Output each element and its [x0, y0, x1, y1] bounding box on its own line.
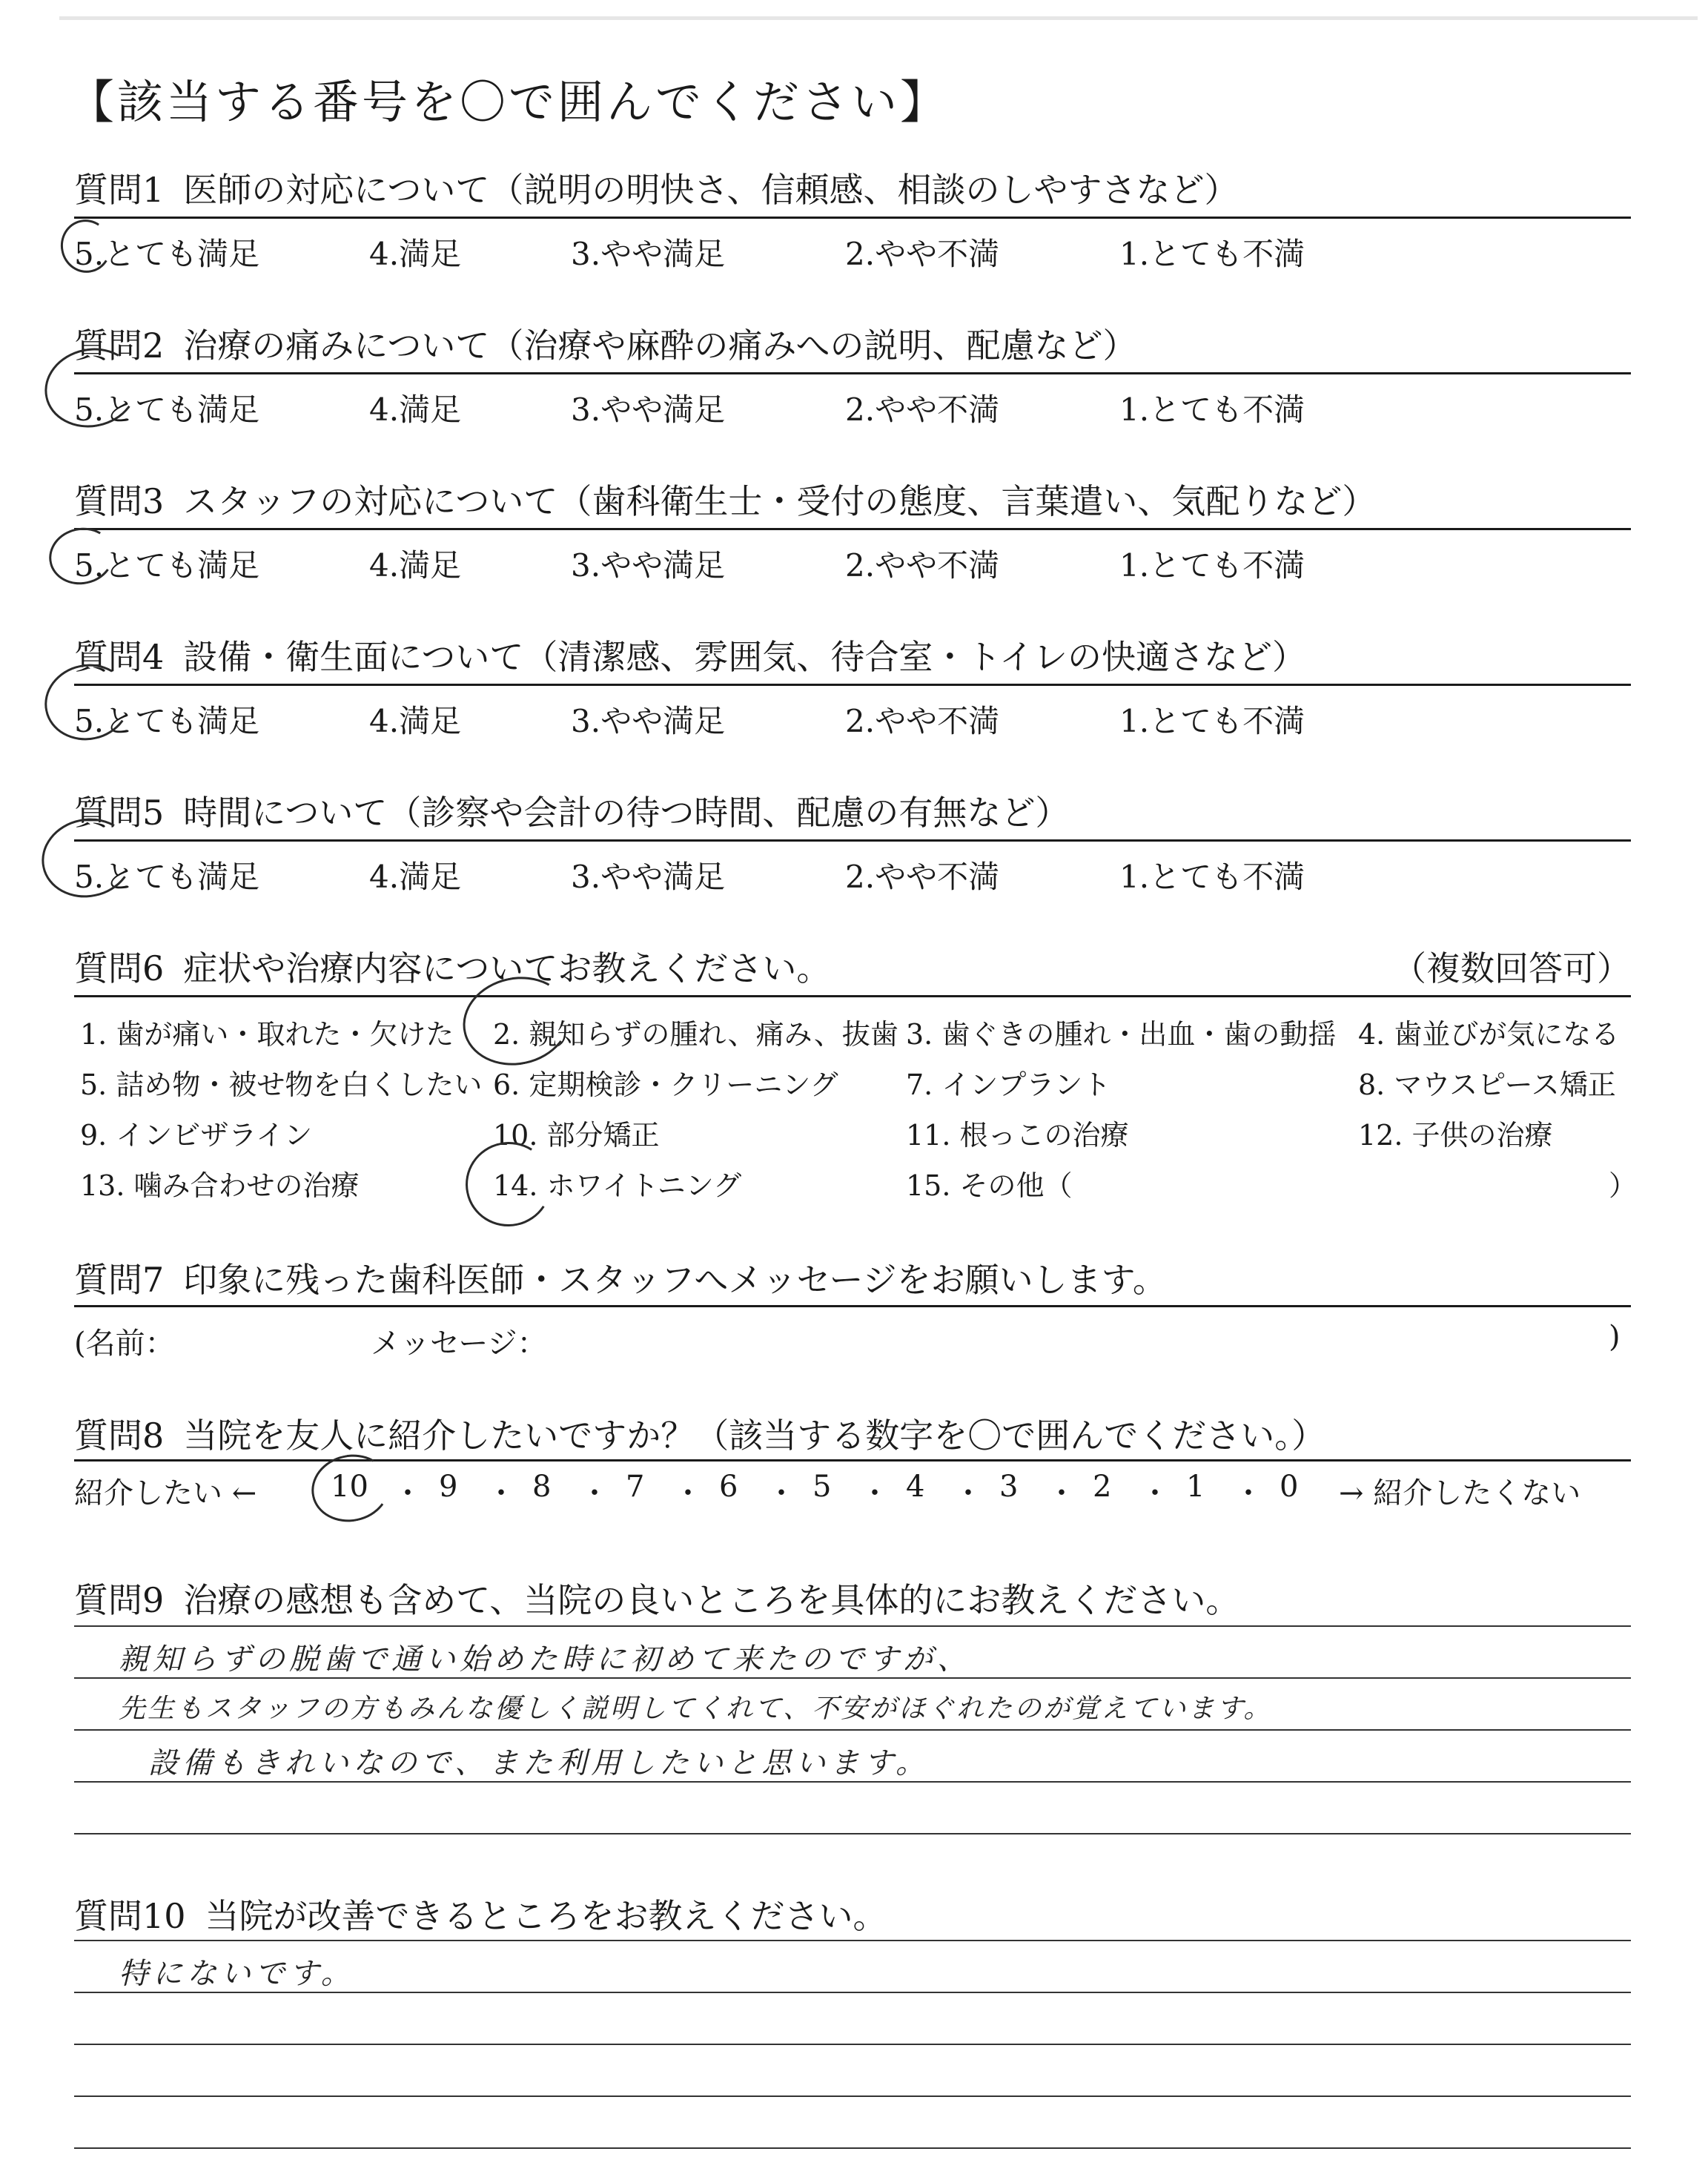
treatment-option-4[interactable]: 4. 歯並びが気になる [1358, 1018, 1620, 1051]
question-number: 質問9 [74, 1580, 165, 1620]
scale-right-label: → 紹介したくない [1339, 1476, 1581, 1510]
recommend-scale [74, 1470, 1631, 1514]
rating-5[interactable]: 5.とても満足 [74, 392, 260, 428]
scale-3[interactable]: 3 [999, 1470, 1019, 1504]
instruction-header: 【該当する番号を〇で囲んでください】 [68, 75, 950, 129]
rating-4[interactable]: 4.満足 [369, 703, 462, 739]
question-text: 時間について（診察や会計の待つ時間、配慮の有無など） [183, 793, 1070, 833]
rating-5[interactable]: 5.とても満足 [74, 859, 260, 895]
rating-5[interactable]: 5.とても満足 [74, 236, 260, 272]
scale-0[interactable]: 0 [1280, 1470, 1299, 1504]
question-6 [74, 942, 1631, 991]
question-text: 当院が改善できるところをお教えください。 [205, 1896, 887, 1936]
scale-dot: ・ [580, 1476, 609, 1510]
question-text: 治療の痛みについて（治療や麻酔の痛みへの説明、配慮など） [183, 326, 1137, 366]
rating-1[interactable]: 1.とても不満 [1119, 859, 1305, 895]
treatment-option-11[interactable]: 11. 根っこの治療 [906, 1119, 1129, 1152]
rating-1[interactable]: 1.とても不満 [1119, 392, 1305, 428]
question-1 [74, 163, 1631, 212]
question-number: 質問2 [74, 326, 165, 366]
question-number: 質問10 [74, 1896, 186, 1936]
rating-1[interactable]: 1.とても不満 [1119, 236, 1305, 272]
treatment-option-13[interactable]: 13. 噛み合わせの治療 [80, 1169, 360, 1202]
rating-1[interactable]: 1.とても不満 [1119, 547, 1305, 584]
scale-dot: ・ [673, 1476, 703, 1510]
scale-dot: ・ [1140, 1476, 1170, 1510]
rating-3[interactable]: 3.やや満足 [571, 236, 726, 272]
question-number: 質問5 [74, 793, 165, 833]
question-10 [74, 1889, 1631, 1938]
divider [74, 684, 1631, 686]
treatment-options [74, 1011, 1638, 1219]
scale-dot: ・ [767, 1476, 796, 1510]
divider [74, 372, 1631, 374]
scale-10[interactable]: 10 [331, 1470, 368, 1504]
divider [74, 995, 1631, 997]
rating-2[interactable]: 2.やや不満 [845, 236, 1000, 272]
handwritten-answer-line-2: 先生もスタッフの方もみんな優しく説明してくれて、不安がほぐれたのが覚えています。 [119, 1694, 1273, 1724]
rating-2[interactable]: 2.やや不満 [845, 392, 1000, 428]
divider [74, 1305, 1631, 1307]
divider [74, 1459, 1631, 1462]
other-close-paren: ） [1609, 1169, 1638, 1202]
handwritten-answer-line-1: 親知らずの脱歯で通い始めた時に初めて来たのですが、 [119, 1642, 971, 1677]
question-9 [74, 1573, 1631, 1622]
question-4 [74, 630, 1631, 679]
scale-4[interactable]: 4 [906, 1470, 925, 1504]
question-2 [74, 319, 1631, 368]
question-text: スタッフの対応について（歯科衛生士・受付の態度、言葉遣い、気配りなど） [183, 481, 1377, 521]
question-7 [74, 1253, 1631, 1302]
scale-2[interactable]: 2 [1093, 1470, 1112, 1504]
treatment-option-7[interactable]: 7. インプラント [906, 1069, 1111, 1101]
rating-3[interactable]: 3.やや満足 [571, 547, 726, 584]
divider [74, 839, 1631, 842]
handwritten-answer-q10: 特にないです。 [119, 1957, 355, 1991]
answer-line [74, 1625, 1631, 1627]
multiple-answer-note: （複数回答可） [1392, 948, 1631, 988]
question-5 [74, 786, 1631, 835]
rating-1[interactable]: 1.とても不満 [1119, 703, 1305, 739]
question-number: 質問7 [74, 1260, 165, 1300]
treatment-option-12[interactable]: 12. 子供の治療 [1358, 1119, 1553, 1152]
answer-line [74, 1833, 1631, 1834]
question-text: 印象に残った歯科医師・スタッフへメッセージをお願いします。 [183, 1260, 1167, 1300]
scale-dot: ・ [1234, 1476, 1263, 1510]
scale-dot: ・ [393, 1476, 423, 1510]
rating-2[interactable]: 2.やや不満 [845, 859, 1000, 895]
scale-9[interactable]: 9 [439, 1470, 458, 1504]
question-8 [74, 1409, 1631, 1458]
rating-5[interactable]: 5.とても満足 [74, 547, 260, 584]
rating-2[interactable]: 2.やや不満 [845, 547, 1000, 584]
treatment-option-9[interactable]: 9. インビザライン [80, 1119, 313, 1152]
scale-7[interactable]: 7 [626, 1470, 645, 1504]
handwritten-answer-line-3: 設備もきれいなので、また利用したいと思います。 [148, 1746, 930, 1780]
question-text: 医師の対応について（説明の明快さ、信頼感、相談のしやすさなど） [183, 170, 1239, 210]
question-number: 質問8 [74, 1416, 165, 1456]
scan-top-edge [59, 16, 1698, 20]
treatment-option-2[interactable]: 2. 親知らずの腫れ、痛み、抜歯 [493, 1018, 898, 1051]
rating-4[interactable]: 4.満足 [369, 392, 462, 428]
scale-6[interactable]: 6 [719, 1470, 738, 1504]
treatment-option-15[interactable]: 15. その他（ [906, 1169, 1073, 1202]
treatment-option-8[interactable]: 8. マウスピース矯正 [1358, 1069, 1616, 1101]
treatment-option-6[interactable]: 6. 定期検診・クリーニング [493, 1069, 838, 1101]
question-3 [74, 475, 1631, 524]
scale-5[interactable]: 5 [812, 1470, 832, 1504]
scale-dot: ・ [953, 1476, 983, 1510]
question-text: 当院を友人に紹介したいですか？（該当する数字を〇で囲んでください。） [183, 1416, 1326, 1456]
scale-dot: ・ [860, 1476, 890, 1510]
question-text: 症状や治療内容についてお教えください。 [183, 948, 831, 988]
rating-4[interactable]: 4.満足 [369, 859, 462, 895]
scale-left-label: 紹介したい ← [74, 1476, 257, 1510]
message-label: メッセージ： [371, 1327, 547, 1361]
answer-line [74, 2095, 1631, 2097]
message-close-paren: ) [1609, 1320, 1621, 1354]
divider [74, 217, 1631, 219]
rating-4[interactable]: 4.満足 [369, 236, 462, 272]
treatment-option-14[interactable]: 14. ホワイトニング [493, 1169, 742, 1202]
answer-line [74, 2044, 1631, 2045]
scale-1[interactable]: 1 [1186, 1470, 1205, 1504]
scale-dot: ・ [486, 1476, 516, 1510]
treatment-option-1[interactable]: 1. 歯が痛い・取れた・欠けた [80, 1018, 454, 1051]
treatment-option-3[interactable]: 3. 歯ぐきの腫れ・出血・歯の動揺 [906, 1018, 1337, 1051]
treatment-option-10[interactable]: 10. 部分矯正 [493, 1119, 660, 1152]
answer-line [74, 2147, 1631, 2149]
rating-3[interactable]: 3.やや満足 [571, 859, 726, 895]
question-text: 設備・衛生面について（清潔感、雰囲気、待合室・トイレの快適さなど） [183, 637, 1307, 677]
scale-8[interactable]: 8 [532, 1470, 552, 1504]
question-number: 質問6 [74, 948, 165, 988]
answer-line [74, 1729, 1631, 1731]
question-number: 質問3 [74, 481, 165, 521]
rating-2[interactable]: 2.やや不満 [845, 703, 1000, 739]
rating-5[interactable]: 5.とても満足 [74, 703, 260, 739]
divider [74, 528, 1631, 530]
question-number: 質問1 [74, 170, 165, 210]
scale-dot: ・ [1047, 1476, 1076, 1510]
name-label: (名前： [74, 1327, 175, 1361]
answer-line [74, 1940, 1631, 1941]
rating-4[interactable]: 4.満足 [369, 547, 462, 584]
question-number: 質問4 [74, 637, 165, 677]
rating-3[interactable]: 3.やや満足 [571, 392, 726, 428]
rating-3[interactable]: 3.やや満足 [571, 703, 726, 739]
question-text: 治療の感想も含めて、当院の良いところを具体的にお教えください。 [183, 1580, 1240, 1620]
treatment-option-5[interactable]: 5. 詰め物・被せ物を白くしたい [80, 1069, 483, 1101]
